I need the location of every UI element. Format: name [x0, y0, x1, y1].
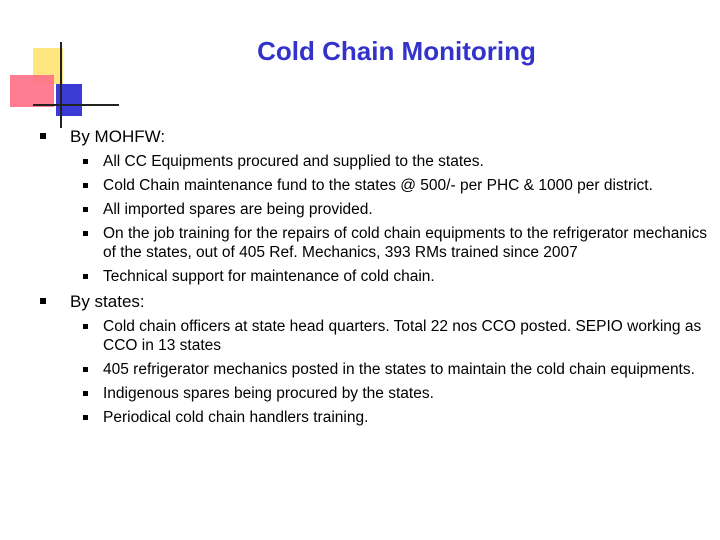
list-item-text: On the job training for the repairs of cold chain equipments to the refrigerator mechanics of the states, out of 405 Ref. Mechanics, 393 RMs trained since 2007: [103, 225, 707, 261]
square-bullet-icon: [40, 133, 46, 139]
square-bullet-icon: [83, 231, 88, 236]
list-item: [40, 224, 710, 262]
list-item: [40, 152, 710, 171]
square-bullet-icon: [83, 415, 88, 420]
list-item-text: Technical support for maintenance of cold chain.: [103, 268, 435, 285]
list-item-text: Cold chain officers at state head quarters. Total 22 nos CCO posted. SEPIO working as CCO in 13 states: [103, 318, 702, 354]
list-item-text: Cold Chain maintenance fund to the states @ 500/- per PHC & 1000 per district.: [103, 177, 653, 194]
list-item-text: 405 refrigerator mechanics posted in the states to maintain the cold chain equipments.: [103, 361, 695, 378]
list-item: [40, 200, 710, 219]
mohfw-item-list: [40, 152, 710, 286]
square-bullet-icon: [83, 391, 88, 396]
section-heading-states: [40, 291, 710, 312]
section-heading-text: By MOHFW:: [70, 127, 166, 146]
section-heading-mohfw: [40, 126, 710, 147]
square-bullet-icon: [83, 183, 88, 188]
list-item-text: Periodical cold chain handlers training.: [103, 409, 369, 426]
square-bullet-icon: [83, 207, 88, 212]
square-bullet-icon: [83, 274, 88, 279]
list-item-text: All imported spares are being provided.: [103, 201, 373, 218]
list-item: [40, 267, 710, 286]
list-item-text: All CC Equipments procured and supplied to the states.: [103, 153, 484, 170]
square-bullet-icon: [83, 367, 88, 372]
decor-red-square: [10, 75, 54, 107]
slide-title: Cold Chain Monitoring: [257, 36, 536, 66]
square-bullet-icon: [40, 298, 46, 304]
slide-content: [40, 126, 710, 432]
list-item: [40, 408, 710, 427]
section-heading-text: By states:: [70, 292, 145, 311]
decor-horizontal-line: [33, 104, 119, 106]
list-item-text: Indigenous spares being procured by the states.: [103, 385, 434, 402]
square-bullet-icon: [83, 159, 88, 164]
list-item: [40, 317, 710, 355]
square-bullet-icon: [83, 324, 88, 329]
list-item: [40, 384, 710, 403]
list-item: [40, 176, 710, 195]
list-item: [40, 360, 710, 379]
states-item-list: [40, 317, 710, 427]
